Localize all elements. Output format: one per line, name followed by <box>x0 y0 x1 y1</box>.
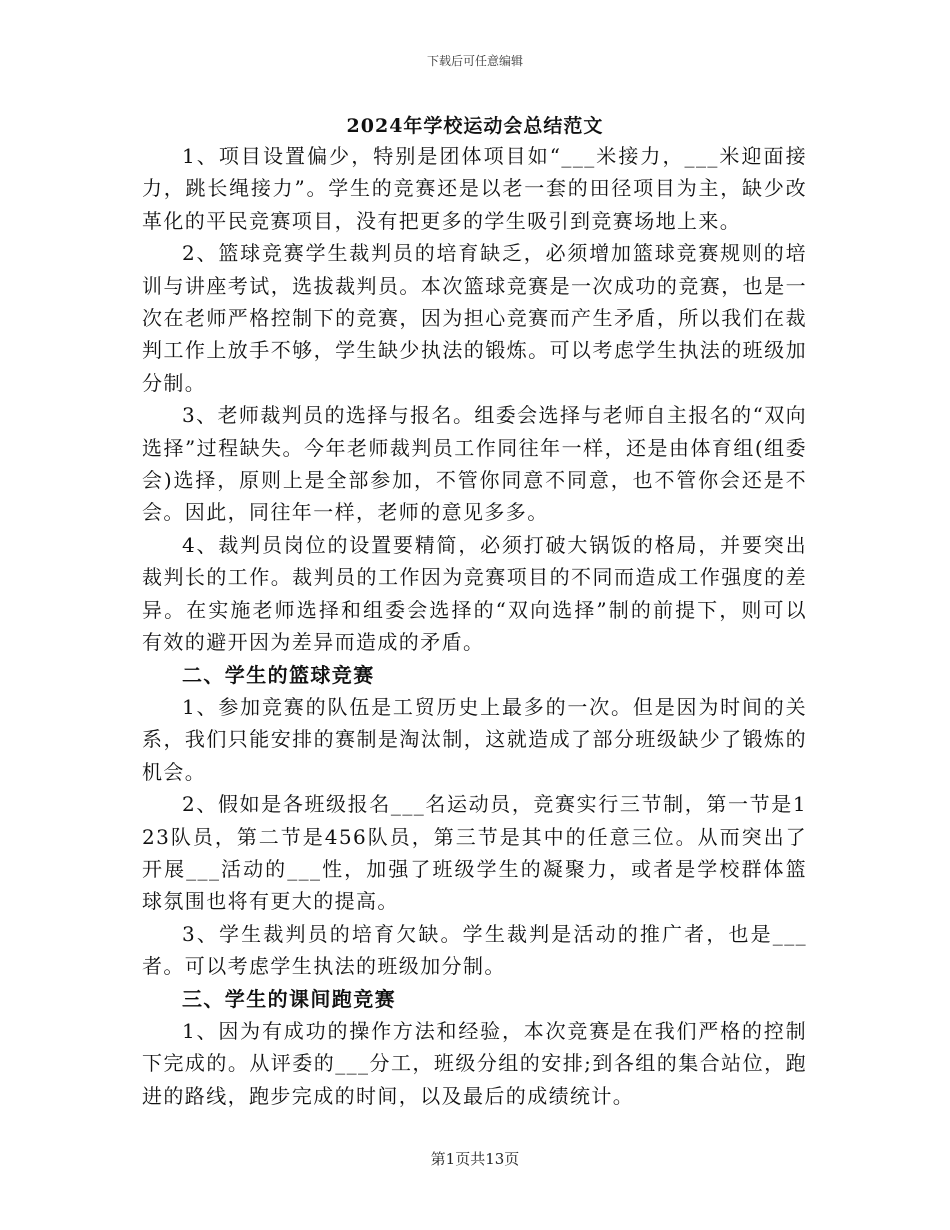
paragraph: 3、学生裁判员的培育欠缺。学生裁判是活动的推广者，也是___者。可以考虑学生执法的班级加分制。 <box>142 921 807 979</box>
page-footer: 第1页共13页 <box>430 1150 520 1168</box>
page-header-note: 下载后可任意编辑 <box>426 54 523 68</box>
paragraph: 4、裁判员岗位的设置要精简，必须打破大锅饭的格局，并要突出裁判长的工作。裁判员的工作因为竞赛项目的不同而造成工作强度的差异。在实施老师选择和组委会选择的“双向选择”制的前提下，则可以有效的避开因为差异而造成的矛盾。 <box>142 532 807 655</box>
paragraph: 1、因为有成功的操作方法和经验，本次竞赛是在我们严格的控制下完成的。从评委的___分工，班级分组的安排;到各组的集合站位，跑进的路线，跑步完成的时间，以及最后的成绩统计。 <box>142 1018 807 1108</box>
paragraph: 2、假如是各班级报名___名运动员，竞赛实行三节制，第一节是123队员，第二节是456队员，第三节是其中的任意三位。从而突出了开展___活动的___性，加强了班级学生的凝聚力，或者是学校群体篮球氛围也将有更大的提高。 <box>142 792 807 914</box>
document-title: 2024年学校运动会总结范文 <box>346 115 604 137</box>
paragraph: 2、篮球竞赛学生裁判员的培育缺乏，必须增加篮球竞赛规则的培训与讲座考试，选拔裁判员。本次篮球竞赛是一次成功的竞赛，也是一次在老师严格控制下的竞赛，因为担心竞赛而产生矛盾，所以我们在裁判工作上放手不够，学生缺少执法的锻炼。可以考虑学生执法的班级加分制。 <box>142 241 807 395</box>
section-heading: 二、学生的篮球竞赛 <box>182 662 375 687</box>
paragraph: 1、参加竞赛的队伍是工贸历史上最多的一次。但是因为时间的关系，我们只能安排的赛制是淘汰制，这就造成了部分班级缺少了锻炼的机会。 <box>142 694 807 784</box>
section-heading: 三、学生的课间跑竞赛 <box>182 986 396 1011</box>
document-body <box>142 140 807 1112</box>
paragraph: 3、老师裁判员的选择与报名。组委会选择与老师自主报名的“双向选择”过程缺失。今年老师裁判员工作同往年一样，还是由体育组(组委会)选择，原则上是全部参加，不管你同意不同意，也不管你会还是不会。因此，同往年一样，老师的意见多多。 <box>142 403 807 525</box>
paragraph: 1、项目设置偏少，特别是团体项目如“___米接力，___米迎面接力，跳长绳接力”。学生的竞赛还是以老一套的田径项目为主，缺少改革化的平民竞赛项目，没有把更多的学生吸引到竞赛场地上来。 <box>142 144 807 233</box>
